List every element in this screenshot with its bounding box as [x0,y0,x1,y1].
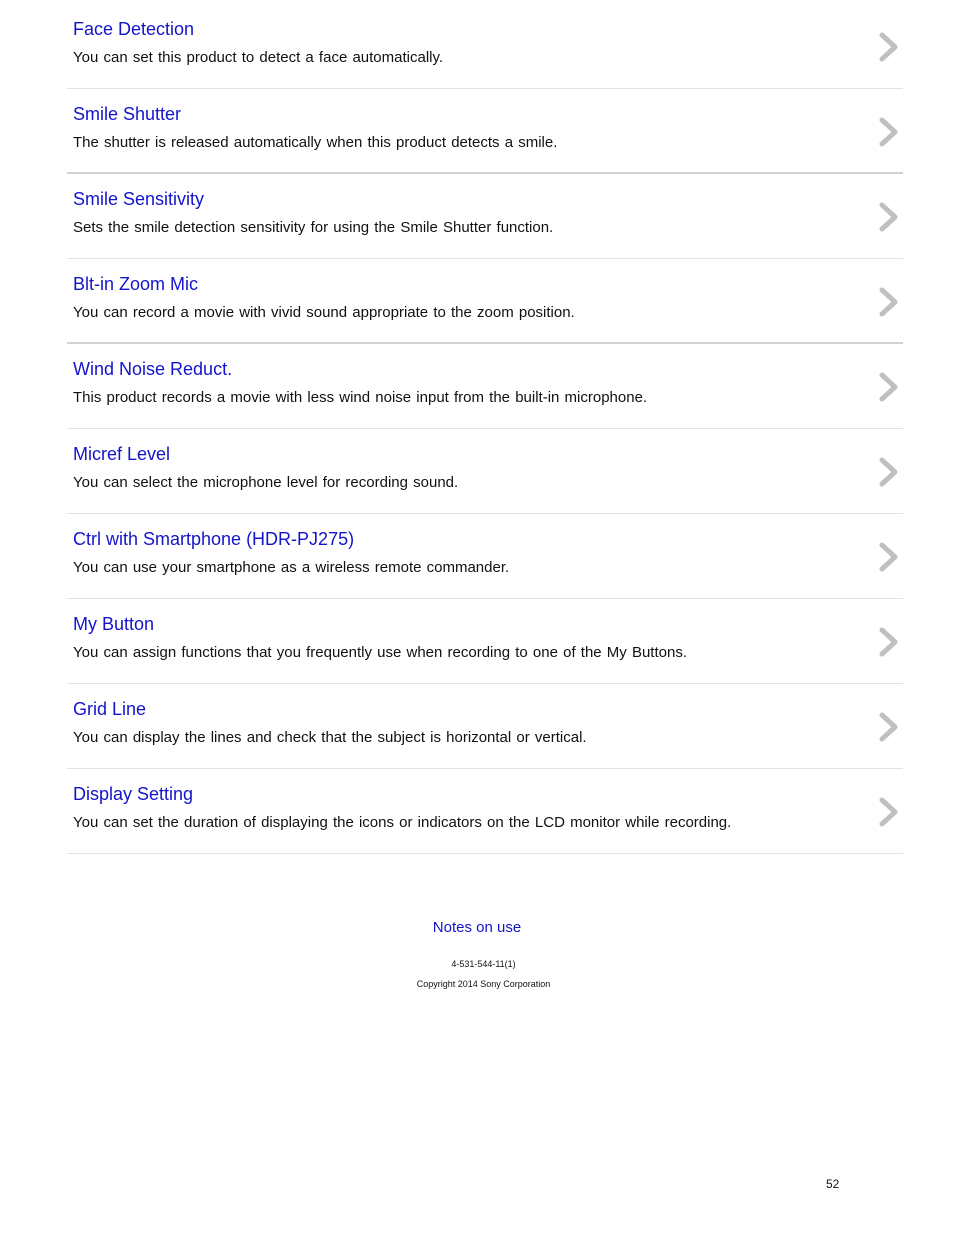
item-description: You can record a movie with vivid sound appropriate to the zoom position. [73,304,575,321]
list-item-face-detection[interactable] [67,4,903,89]
list-item-display-setting[interactable] [67,769,903,854]
item-title[interactable]: Micref Level [73,444,171,464]
footer-links [0,918,954,938]
copyright-notice: Copyright 2014 Sony Corporation [416,979,551,989]
list-item-micref-level[interactable] [67,429,903,514]
chevron-right-icon[interactable] [877,115,901,149]
list-item-grid-line[interactable] [67,684,903,769]
chevron-right-icon[interactable] [877,30,901,64]
notes-on-use-link[interactable]: Notes on use [432,919,522,936]
list-item-zoom-mic[interactable] [67,259,903,344]
chevron-right-icon[interactable] [877,370,901,404]
item-description: You can display the lines and check that the subject is horizontal or vertical. [73,729,587,746]
item-description: You can use your smartphone as a wireless remote commander. [73,559,510,576]
settings-list [67,4,903,854]
chevron-right-icon[interactable] [877,455,901,489]
item-title[interactable]: Ctrl with Smartphone (HDR-PJ275) [73,529,355,549]
chevron-right-icon[interactable] [877,200,901,234]
item-title[interactable]: Grid Line [73,699,147,719]
list-item-ctrl-smartphone[interactable] [67,514,903,599]
item-description: Sets the smile detection sensitivity for using the Smile Shutter function. [73,219,554,236]
item-description: You can set this product to detect a face automatically. [73,49,444,66]
document-id: 4-531-544-11(1) [451,959,516,969]
item-title[interactable]: Display Setting [73,784,194,804]
item-description: You can select the microphone level for recording sound. [73,474,459,491]
item-title[interactable]: Smile Sensitivity [73,189,205,209]
item-title[interactable]: Smile Shutter [73,104,182,124]
list-item-my-button[interactable] [67,599,903,684]
item-description: This product records a movie with less wind noise input from the built-in microphone. [73,389,648,406]
list-item-wind-noise[interactable] [67,344,903,429]
chevron-right-icon[interactable] [877,795,901,829]
item-title[interactable]: Wind Noise Reduct. [73,359,233,379]
item-title[interactable]: Face Detection [73,19,195,39]
item-title[interactable]: My Button [73,614,155,634]
list-item-smile-shutter[interactable] [67,89,903,174]
chevron-right-icon[interactable] [877,625,901,659]
list-item-smile-sensitivity[interactable] [67,174,903,259]
chevron-right-icon[interactable] [877,710,901,744]
item-description: You can assign functions that you frequently use when recording to one of the My Buttons. [73,644,687,661]
chevron-right-icon[interactable] [877,285,901,319]
page-number: 52 [826,1177,840,1191]
chevron-right-icon[interactable] [877,540,901,574]
item-description: You can set the duration of displaying the icons or indicators on the LCD monitor while recording. [73,814,732,831]
item-title[interactable]: Blt-in Zoom Mic [73,274,199,294]
item-description: The shutter is released automatically when this product detects a smile. [73,134,558,151]
